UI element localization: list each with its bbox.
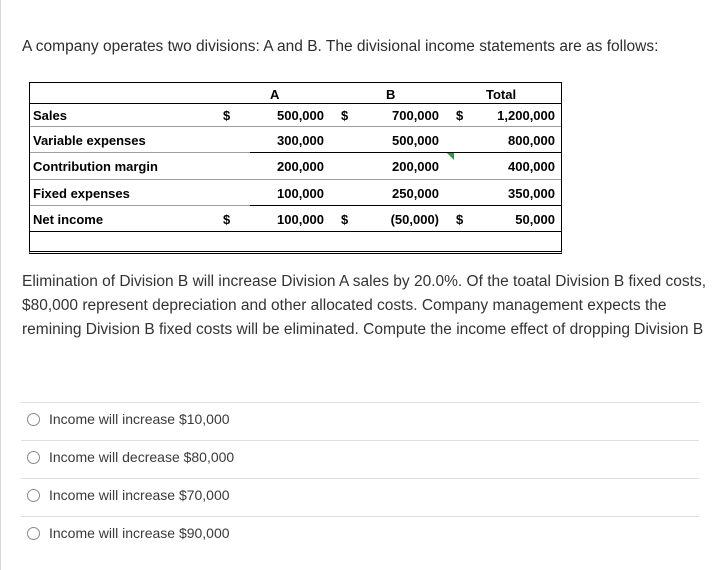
option-4-label: Income will increase $90,000 <box>49 525 230 541</box>
contribution-margin-total: 400,000 <box>508 159 555 174</box>
option-3[interactable] <box>27 485 230 505</box>
net-income-b: (50,000) <box>390 212 439 227</box>
subtotal-line <box>250 205 561 206</box>
variable-expenses-a: 300,000 <box>277 133 324 148</box>
sales-b: 700,000 <box>392 108 439 123</box>
fixed-expenses-a: 100,000 <box>277 186 324 201</box>
dollar-sign: $ <box>456 212 464 227</box>
fixed-expenses-total: 350,000 <box>508 186 555 201</box>
row-label-variable-expenses: Variable expenses <box>33 133 146 148</box>
header-b: B <box>386 87 396 102</box>
sales-a: 500,000 <box>277 108 324 123</box>
radio-button[interactable] <box>27 413 40 426</box>
header-a: A <box>270 87 280 102</box>
option-divider <box>21 516 699 517</box>
intro-text: A company operates two divisions: A and B. The divisional income statements are as follows: <box>22 38 659 55</box>
header-total: Total <box>486 87 517 102</box>
option-1[interactable] <box>27 409 230 429</box>
row-label-sales: Sales <box>33 108 67 123</box>
comment-marker-icon <box>447 153 454 160</box>
radio-button[interactable] <box>27 451 40 464</box>
option-2[interactable] <box>27 447 234 467</box>
variable-expenses-b: 500,000 <box>392 133 439 148</box>
row-separator <box>30 205 250 206</box>
option-2-label: Income will decrease $80,000 <box>49 449 235 465</box>
subtotal-line <box>250 152 561 153</box>
income-statement-table <box>29 82 562 254</box>
radio-button[interactable] <box>27 527 40 540</box>
question-text: Elimination of Division B will increase Division A sales by 20.0%. Of the toatal Division B fixed costs, $80,000 represent depreciation and other allocated costs. Company management expects the remining Division B fixed costs will be eliminated. Compute the income effect of dropping Division B <box>22 273 707 338</box>
fixed-expenses-b: 250,000 <box>392 186 439 201</box>
net-income-a: 100,000 <box>277 212 324 227</box>
row-label-net-income: Net income <box>33 212 104 227</box>
row-label-contribution-margin: Contribution margin <box>33 159 158 174</box>
total-line <box>30 231 561 232</box>
option-divider <box>21 402 699 403</box>
option-divider <box>21 478 699 479</box>
row-separator <box>30 179 561 180</box>
header-separator <box>30 103 561 104</box>
dollar-sign: $ <box>223 108 231 123</box>
dollar-sign: $ <box>456 108 464 123</box>
option-divider <box>21 440 699 441</box>
radio-button[interactable] <box>27 489 40 502</box>
net-income-total: 50,000 <box>515 212 555 227</box>
option-3-label: Income will increase $70,000 <box>49 487 230 503</box>
row-label-fixed-expenses: Fixed expenses <box>33 186 130 201</box>
option-4[interactable] <box>27 523 230 543</box>
row-separator <box>30 126 561 127</box>
dollar-sign: $ <box>341 212 349 227</box>
contribution-margin-b: 200,000 <box>392 159 439 174</box>
option-1-label: Income will increase $10,000 <box>49 411 230 427</box>
sales-total: 1,200,000 <box>497 108 555 123</box>
dollar-sign: $ <box>341 108 349 123</box>
row-separator <box>30 152 250 153</box>
contribution-margin-a: 200,000 <box>277 159 324 174</box>
dollar-sign: $ <box>223 212 231 227</box>
variable-expenses-total: 800,000 <box>508 133 555 148</box>
